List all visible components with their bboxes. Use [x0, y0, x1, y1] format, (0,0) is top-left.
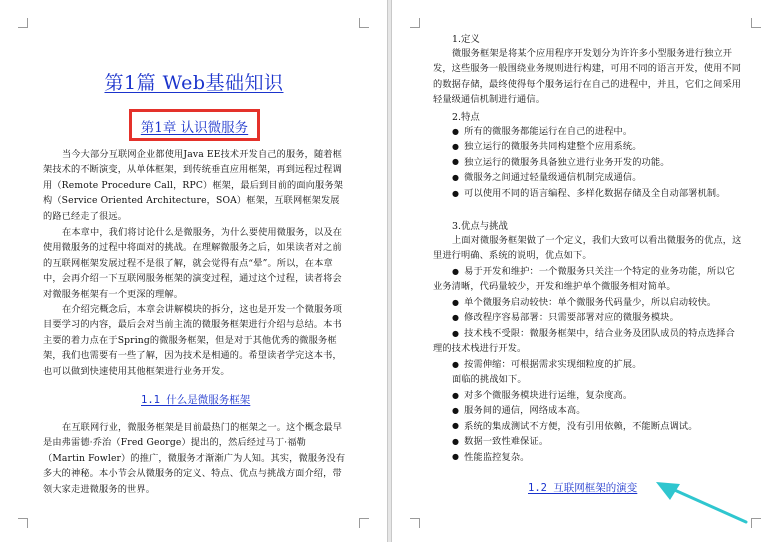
- heading-advantages: 3.优点与挑战: [452, 221, 508, 232]
- feature-item: ● 微服务之间通过轻量级通信机制完成通信。: [452, 170, 743, 185]
- advantage-item: ● 修改程序容易部署：只需要部署对应的微服务模块。: [452, 310, 743, 325]
- section-1-2-link[interactable]: 1.2 互联网框架的演变: [528, 482, 638, 494]
- section-1-1-link[interactable]: 1.1 什么是微服务框架: [141, 394, 251, 406]
- pointer-arrow-icon: [650, 480, 750, 526]
- feature-item: ● 独立运行的微服务具备独立进行业务开发的功能。: [452, 155, 743, 170]
- challenge-item: ● 对多个微服务模块进行运维，复杂度高。: [452, 388, 743, 403]
- challenge-item: ● 性能监控复杂。: [452, 450, 743, 465]
- features-list: [452, 124, 743, 186]
- challenges-list: [452, 388, 743, 465]
- feature-item: ● 所有的微服务都能运行在自己的进程中。: [452, 124, 743, 139]
- feature-item-wrapped: ● 可以使用不同的语言编程、多样化数据存储及全自动部署机制。: [433, 186, 743, 201]
- advantage-item: ● 易于开发和维护：一个微服务只关注一个特定的业务功能，所以它业务清晰，代码量较少，开发和维护单个微服务相对简单。: [433, 264, 743, 295]
- crop-mark: [410, 18, 420, 28]
- challenges-intro: 面临的挑战如下。: [452, 374, 527, 385]
- crop-mark: [18, 518, 28, 528]
- intro-paragraph-2: 在本章中，我们将讨论什么是微服务，为什么要使用微服务，以及在使用微服务的过程中将面对的挑战。在理解微服务之后，如果读者对之前的互联网框架发展过程不是很了解，就会觉得有点“晕”。所以，在本章中，会再介绍一下互联网服务框架的演变过程，通过这个过程，读者将会对微服务框架有一个更深的理解。: [43, 227, 343, 300]
- challenge-item: ● 数据一致性难保证。: [452, 434, 743, 449]
- definition-paragraph: 微服务框架是将某个应用程序开发划分为许许多小型服务进行独立开发，这些服务一般围绕业务规则进行构建，可用不同的语言开发，使用不同的数据存储，最终使得每个服务运行在自己的进程中，并且，它们之间采用轻量级通信机制进行通信。: [433, 48, 742, 106]
- challenge-item: ● 系统的集成测试不方便，没有引用依赖，不能断点调试。: [452, 419, 743, 434]
- heading-definition: 1.定义: [452, 34, 480, 45]
- crop-mark: [751, 518, 761, 528]
- advantage-item: ● 技术栈不受限：微服务框架中，结合业务及团队成员的特点选择合理的技术栈进行开发。: [433, 326, 743, 357]
- advantages-intro: 上面对微服务框架做了一个定义，我们大致可以看出微服务的优点，这里进行明确、系统的说明，优点如下。: [433, 235, 742, 262]
- section-paragraph: 在互联网行业，微服务框架是目前最热门的框架之一。这个概念最早是由弗雷德·乔治（Fred George）提出的，然后经过马丁·福勒（Martin Fowler）的推广，微服务才渐渐广为人知。其实，微服务没有多大的神秘。本小节会从微服务的定义、特点、优点与挑战方面介绍，带领大家走进微服务的世界。: [43, 422, 346, 495]
- heading-features: 2.特点: [452, 112, 480, 123]
- feature-item: ● 独立运行的微服务共同构建整个应用系统。: [452, 139, 743, 154]
- advantage-item: ● 按需伸缩：可根据需求实现细粒度的扩展。: [452, 357, 743, 372]
- crop-mark: [359, 518, 369, 528]
- part-title[interactable]: 第1篇 Web基础知识: [104, 72, 284, 94]
- challenge-item: ● 服务间的通信，网络成本高。: [452, 403, 743, 418]
- crop-mark: [359, 18, 369, 28]
- intro-paragraph-3: 在介绍完概念后，本章会讲解模块的拆分，这也是开发一个微服务项目要学习的内容，最后会对当前主流的微服务框架进行介绍与总结。本书主要的着力点在于Spring的微服务框架，但是对于其他优秀的微服务框架，我们也需要有一些了解，因为技术是相通的。希望读者学完这本书，也可以做到快速使用其他框架进行业务开发。: [43, 304, 343, 377]
- intro-paragraph-1: 当今大部分互联网企业都使用Java EE技术开发自己的服务，随着框架技术的不断演变，从单体框架，到传统垂直应用框架，再到远程过程调用（Remote Procedure Call，RPC）框架，最后到目前的面向服务架构（Service Oriented Architecture，SOA）框架，互联网框架发展的路已经走了很远。: [43, 149, 344, 222]
- crop-mark: [18, 18, 28, 28]
- chapter-title[interactable]: 第1章 认识微服务: [140, 120, 249, 136]
- advantage-item: ● 单个微服务启动较快：单个微服务代码量少，所以启动较快。: [452, 295, 743, 310]
- crop-mark: [751, 18, 761, 28]
- crop-mark: [410, 518, 420, 528]
